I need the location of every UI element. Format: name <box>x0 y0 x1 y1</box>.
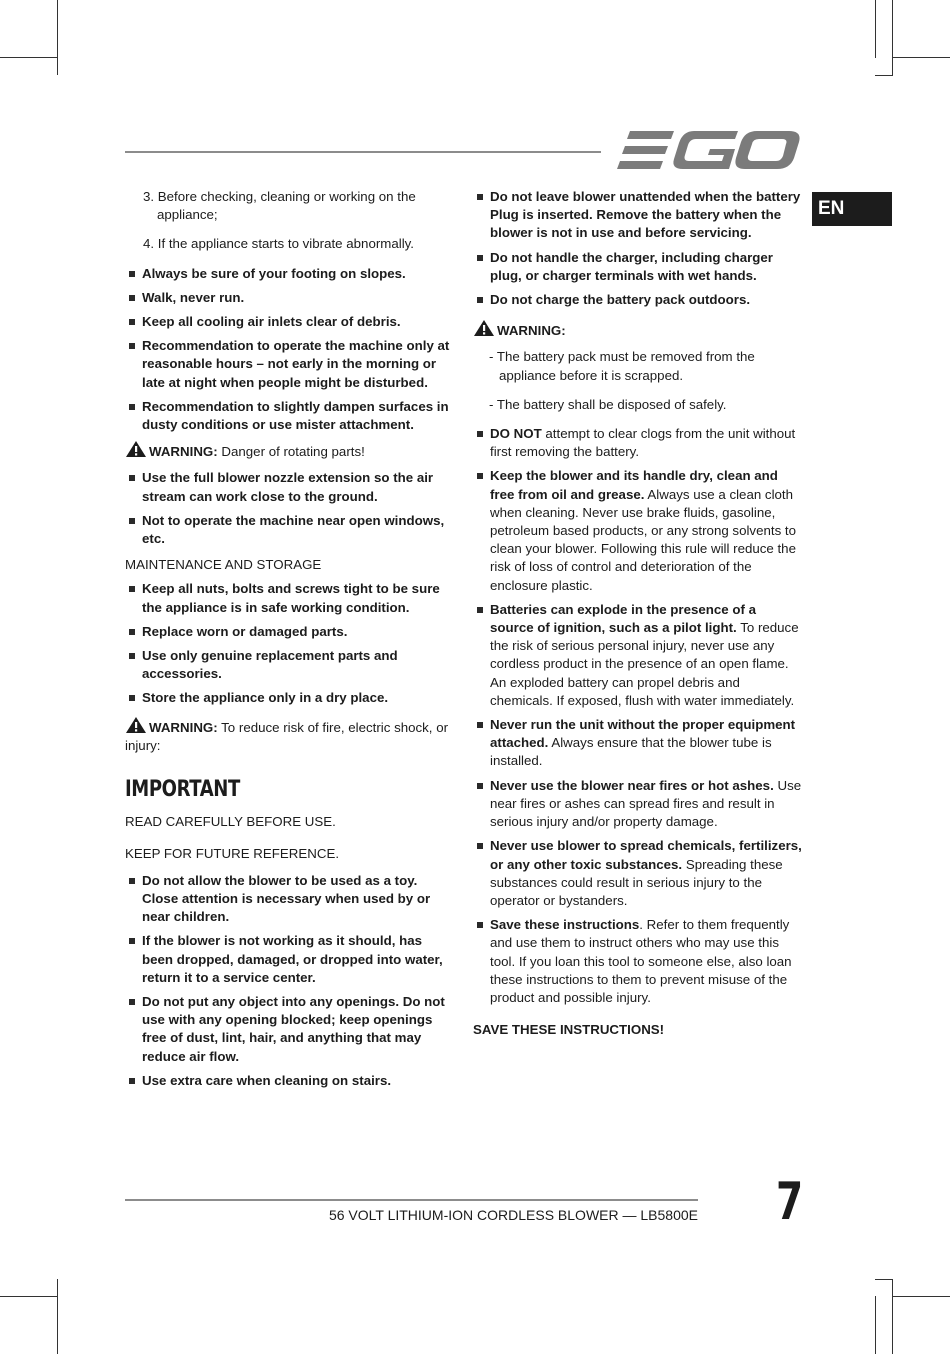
header-rule <box>125 151 601 153</box>
dash-item: - The battery shall be disposed of safely. <box>489 396 727 412</box>
crop-mark <box>892 1279 893 1354</box>
warning-text: Danger of rotating parts! <box>217 444 365 460</box>
page-number: 7 <box>776 1172 804 1232</box>
crop-mark <box>0 1296 58 1297</box>
crop-mark <box>875 75 893 76</box>
list-item: Keep all nuts, bolts and screws tight to be sure the appliance is in safe working condition. <box>125 580 453 616</box>
save-instructions: SAVE THESE INSTRUCTIONS! <box>473 1022 665 1038</box>
list-item: Batteries can explode in the presence of a source of ignition, such as a pilot light. To reduce the risk of serious personal injury, never use any cordless product in the presence of an open flame. An exploded battery can propel debris and chemicals. If exposed, flush with water immediately. <box>473 601 803 710</box>
list-item: Save these instructions. Refer to them frequently and use them to instruct others who may use this tool. If you loan this tool to someone else, also loan these instructions to them to prevent misuse of the product and possible injury. <box>473 916 803 1007</box>
list-item: If the blower is not working as it should, has been dropped, damaged, or dropped into water, return it to a service center. <box>125 932 453 987</box>
list-item: Recommendation to operate the machine only at reasonable hours – not early in the morning or late at night when people might be disturbed. <box>125 337 453 392</box>
bullet-list <box>125 469 453 548</box>
warning-icon <box>125 440 147 458</box>
crop-mark <box>57 1279 58 1354</box>
list-item: Never run the unit without the proper equipment attached. Always ensure that the blower tube is installed. <box>473 716 803 771</box>
warning-label: WARNING: <box>149 444 218 460</box>
list-item: Do not put any object into any openings. Do not use with any opening blocked; keep openings free of dust, lint, hair, and anything that may reduce air flow. <box>125 993 453 1066</box>
list-item: Use extra care when cleaning on stairs. <box>125 1072 453 1090</box>
keep-reference: KEEP FOR FUTURE REFERENCE. <box>125 846 340 862</box>
list-item: Keep the blower and its handle dry, clean and free from oil and grease. Always use a clean cloth when cleaning. Never use brake fluids, gasoline, petroleum based products, or any strong solvents to clean your blower. Following this rule will reduce the risk of loss of control and deterioration of the enclosure plastic. <box>473 467 803 594</box>
crop-mark <box>57 0 58 75</box>
footer-rule <box>125 1199 698 1201</box>
crop-mark <box>892 0 893 75</box>
crop-mark <box>892 57 950 58</box>
warning-icon <box>473 319 495 337</box>
footer-title: 56 VOLT LITHIUM-ION CORDLESS BLOWER — LB5800E <box>328 1207 698 1223</box>
list-item: Use the full blower nozzle extension so the air stream can work close to the ground. <box>125 469 453 505</box>
list-item: Keep all cooling air inlets clear of debris. <box>125 313 453 331</box>
list-item: Do not handle the charger, including charger plug, or charger terminals with wet hands. <box>473 249 803 285</box>
list-item: Do not leave blower unattended when the battery Plug is inserted. Remove the battery when the blower is not in use and before servicing. <box>473 188 803 243</box>
ego-logo <box>616 128 802 174</box>
list-item: Replace worn or damaged parts. <box>125 623 453 641</box>
list-item: Always be sure of your footing on slopes. <box>125 265 453 283</box>
warning-notice <box>125 716 453 755</box>
crop-mark <box>875 1279 893 1280</box>
warning-label: WARNING: <box>497 323 566 339</box>
bullet-list <box>473 188 803 309</box>
dash-item: - The battery pack must be removed from the appliance before it is scrapped. <box>489 349 755 383</box>
read-carefully: READ CAREFULLY BEFORE USE. <box>125 814 336 830</box>
list-item: Store the appliance only in a dry place. <box>125 689 453 707</box>
numbered-item: 3. Before checking, cleaning or working on the appliance; <box>143 189 416 223</box>
left-column <box>125 188 453 1096</box>
language-tab: EN <box>812 192 892 226</box>
bullet-list <box>473 425 803 1007</box>
crop-mark <box>875 0 876 58</box>
list-item: Never use the blower near fires or hot ashes. Use near fires or ashes can spread fires and result in serious injury and/or property damage. <box>473 777 803 832</box>
list-item: Never use blower to spread chemicals, fertilizers, or any other toxic substances. Spreading these substances could result in serious injury to the operator or bystanders. <box>473 837 803 910</box>
list-item: Recommendation to slightly dampen surfaces in dusty conditions or use mister attachment. <box>125 398 453 434</box>
right-column <box>473 188 803 1039</box>
warning-icon <box>125 716 147 734</box>
crop-mark <box>875 1296 876 1354</box>
crop-mark <box>0 57 58 58</box>
bullet-list <box>125 872 453 1090</box>
list-item: Not to operate the machine near open windows, etc. <box>125 512 453 548</box>
crop-mark <box>892 1296 950 1297</box>
warning-notice <box>125 440 453 461</box>
list-item: Do not allow the blower to be used as a toy. Close attention is necessary when used by or near children. <box>125 872 453 927</box>
list-item: Use only genuine replacement parts and accessories. <box>125 647 453 683</box>
warning-label: WARNING: <box>149 719 218 735</box>
section-heading: MAINTENANCE AND STORAGE <box>125 557 322 573</box>
numbered-item: 4. If the appliance starts to vibrate abnormally. <box>143 236 415 252</box>
warning-notice <box>473 319 803 340</box>
list-item: DO NOT attempt to clear clogs from the unit without first removing the battery. <box>473 425 803 461</box>
bullet-list <box>125 580 453 707</box>
important-heading: IMPORTANT <box>125 777 240 803</box>
list-item: Do not charge the battery pack outdoors. <box>473 291 803 309</box>
bullet-list <box>125 265 453 435</box>
warning-text: To reduce risk of fire, electric shock, or injury: <box>125 719 449 753</box>
list-item: Walk, never run. <box>125 289 453 307</box>
